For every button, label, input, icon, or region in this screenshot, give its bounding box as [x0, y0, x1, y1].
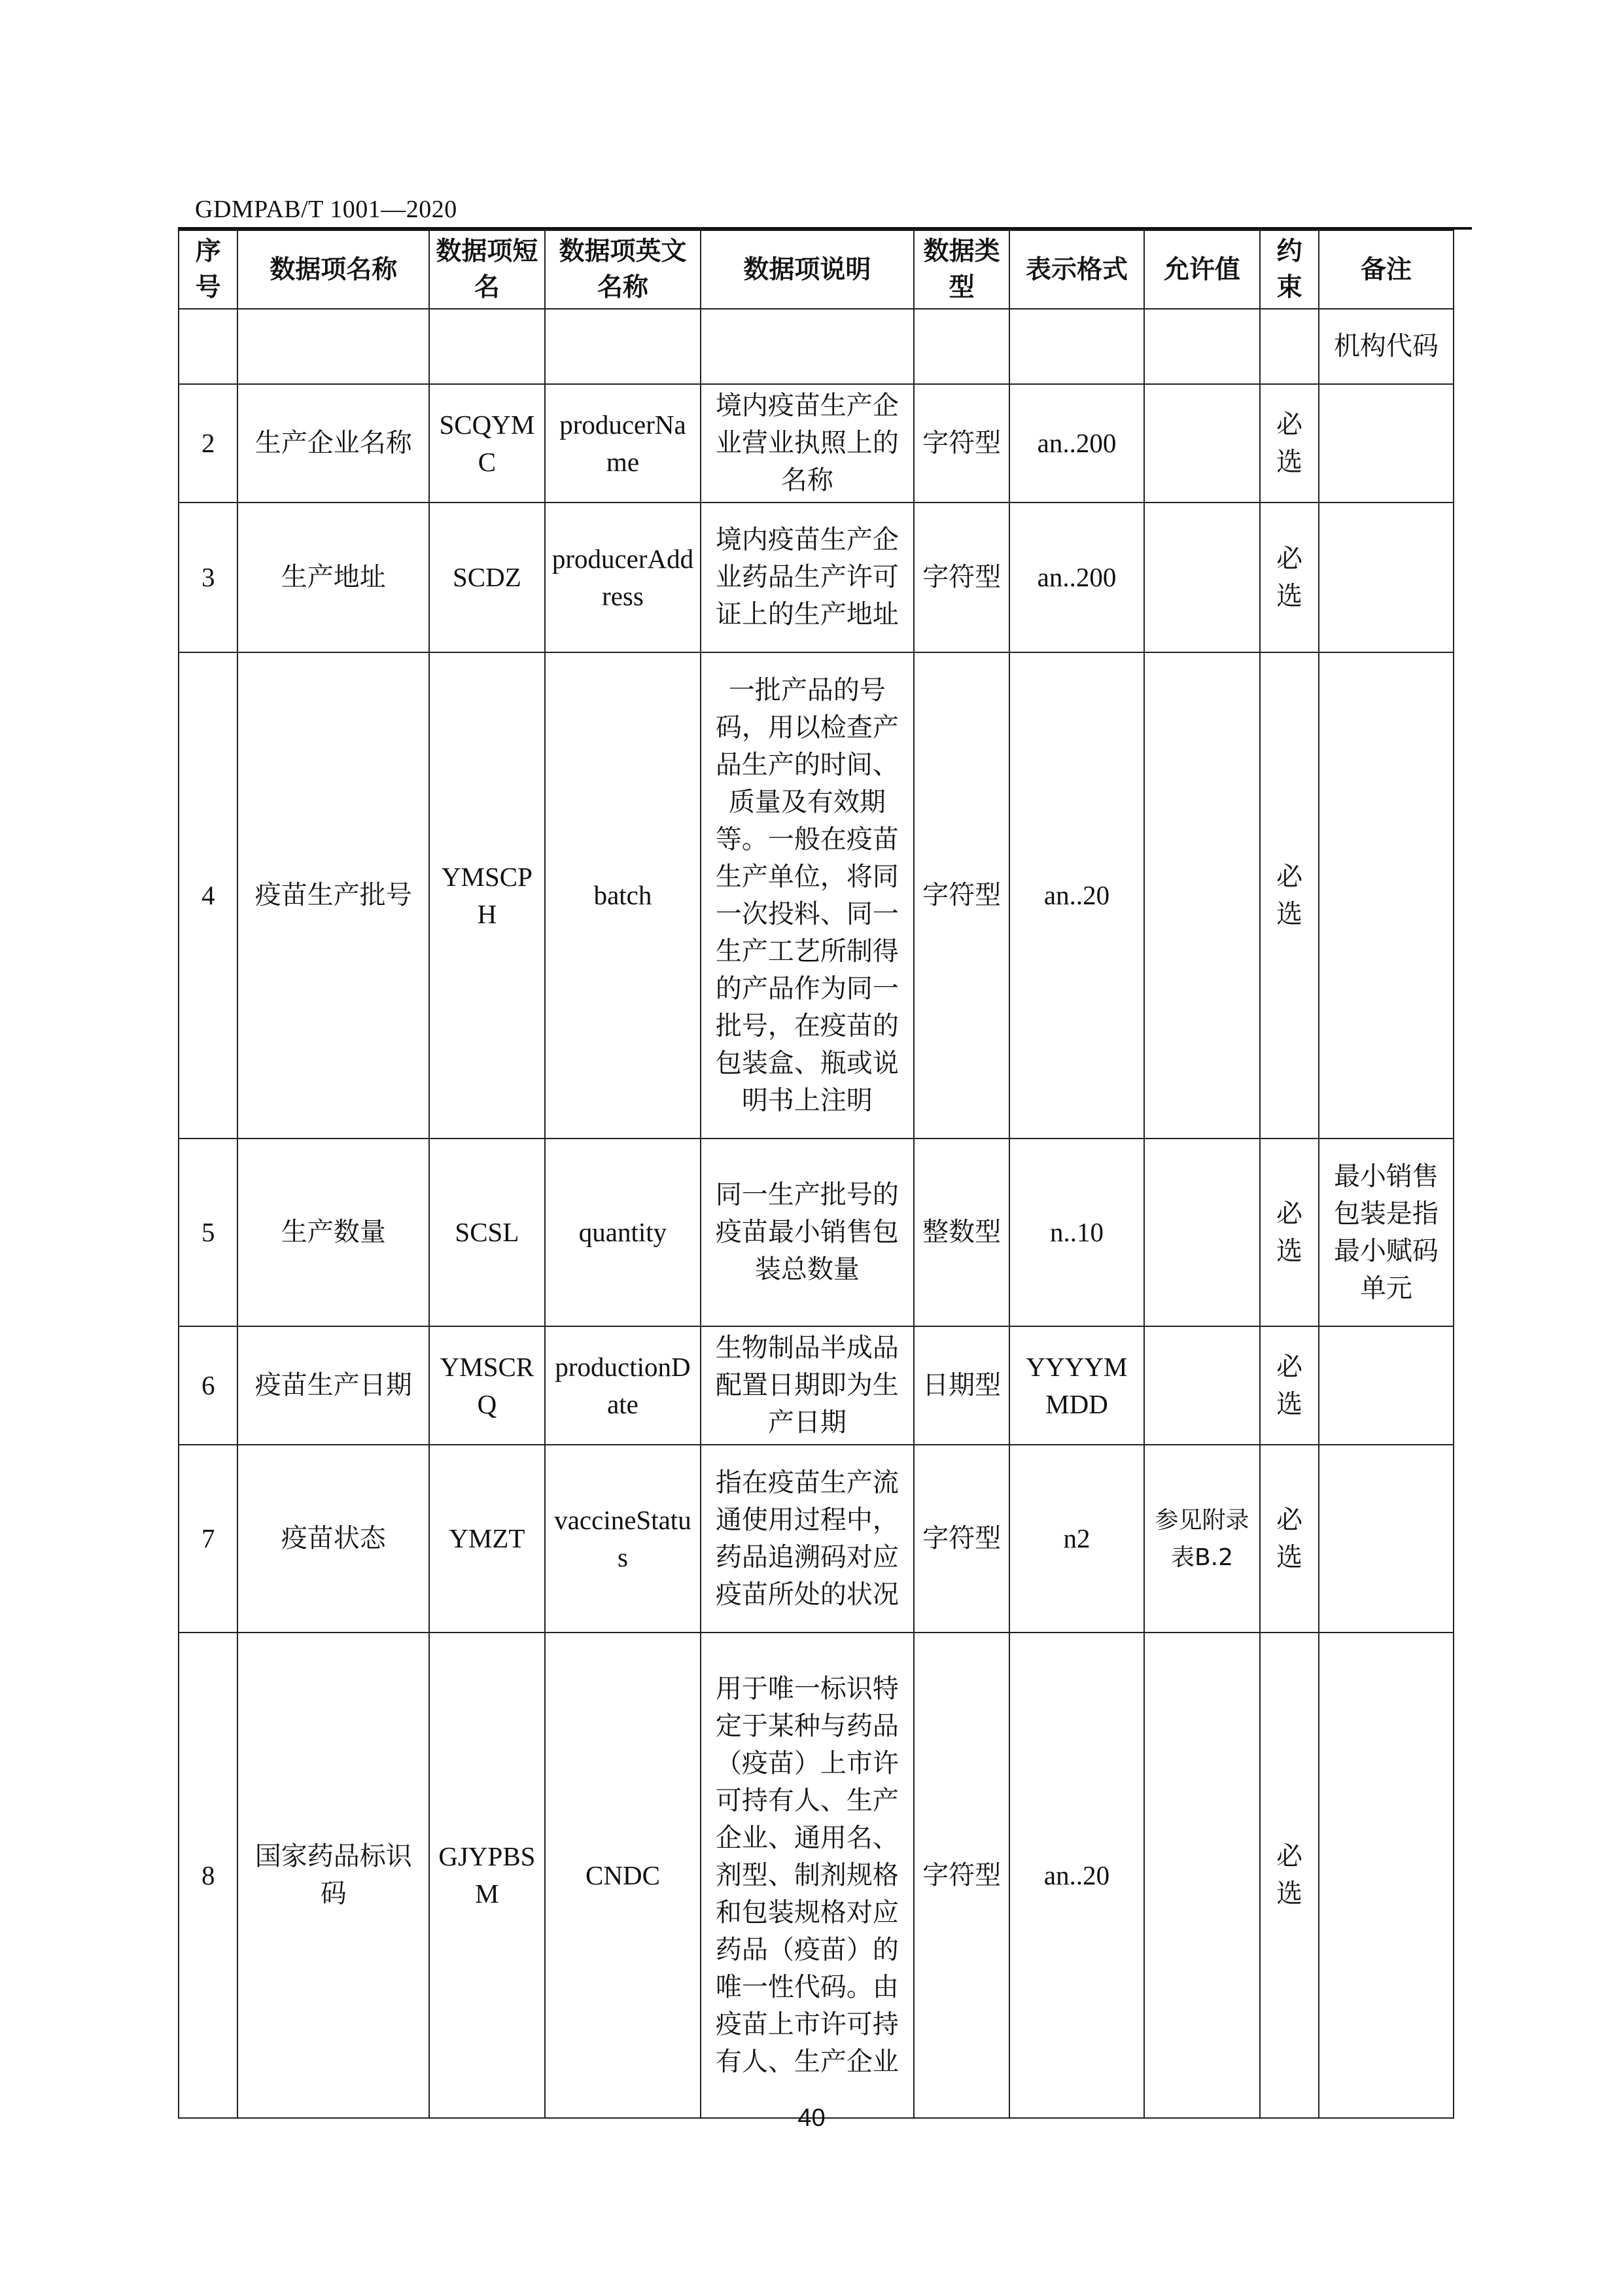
cell-name: 生产企业名称 [237, 384, 429, 503]
cell-short-name: SCQYMC [429, 384, 545, 503]
table-row [179, 384, 1454, 503]
header-constraint: 约束 [1260, 230, 1318, 309]
cell-name: 国家药品标识码 [237, 1633, 429, 2118]
cell-remarks [1319, 652, 1454, 1139]
cell-short-name: SCSL [429, 1139, 545, 1326]
cell-seq: 7 [179, 1445, 237, 1633]
header-data-type: 数据类型 [914, 230, 1010, 309]
cell-name [237, 309, 429, 384]
cell-english-name: batch [545, 652, 701, 1139]
cell-format: an..200 [1009, 503, 1143, 652]
cell-data-type: 字符型 [914, 652, 1010, 1139]
cell-name: 疫苗生产日期 [237, 1326, 429, 1445]
cell-data-type: 字符型 [914, 384, 1010, 503]
cell-data-type: 字符型 [914, 1633, 1010, 2118]
cell-seq [179, 309, 237, 384]
header-short-name: 数据项短名 [429, 230, 545, 309]
cell-constraint: 必选 [1260, 384, 1318, 503]
cell-short-name: YMSCRQ [429, 1326, 545, 1445]
cell-description: 指在疫苗生产流通使用过程中，药品追溯码对应疫苗所处的状况 [701, 1445, 914, 1633]
data-item-table [178, 230, 1454, 2119]
cell-format: an..20 [1009, 1633, 1143, 2118]
cell-format: YYYYMMDD [1009, 1326, 1143, 1445]
header-allowed: 允许值 [1144, 230, 1261, 309]
cell-constraint: 必选 [1260, 1445, 1318, 1633]
cell-constraint: 必选 [1260, 1633, 1318, 2118]
cell-seq: 3 [179, 503, 237, 652]
cell-english-name: CNDC [545, 1633, 701, 2118]
table-row [179, 1445, 1454, 1633]
table-row [179, 1139, 1454, 1326]
page-number: 40 [797, 2104, 826, 2132]
cell-remarks [1319, 1326, 1454, 1445]
cell-remarks: 最小销售包装是指最小赋码单元 [1319, 1139, 1454, 1326]
cell-data-type: 整数型 [914, 1139, 1010, 1326]
cell-format: an..200 [1009, 384, 1143, 503]
cell-short-name [429, 309, 545, 384]
cell-allowed [1144, 1139, 1261, 1326]
cell-short-name: YMSCPH [429, 652, 545, 1139]
cell-description: 生物制品半成品配置日期即为生产日期 [701, 1326, 914, 1445]
cell-allowed [1144, 1633, 1261, 2118]
cell-name: 生产地址 [237, 503, 429, 652]
cell-remarks [1319, 384, 1454, 503]
cell-short-name: SCDZ [429, 503, 545, 652]
header-format: 表示格式 [1009, 230, 1143, 309]
cell-description: 境内疫苗生产企业药品生产许可证上的生产地址 [701, 503, 914, 652]
cell-data-type: 日期型 [914, 1326, 1010, 1445]
cell-constraint: 必选 [1260, 503, 1318, 652]
header-name: 数据项名称 [237, 230, 429, 309]
cell-english-name: vaccineStatus [545, 1445, 701, 1633]
table-row [179, 652, 1454, 1139]
cell-constraint: 必选 [1260, 652, 1318, 1139]
cell-allowed [1144, 503, 1261, 652]
cell-seq: 6 [179, 1326, 237, 1445]
cell-allowed [1144, 309, 1261, 384]
cell-seq: 5 [179, 1139, 237, 1326]
cell-allowed [1144, 652, 1261, 1139]
cell-allowed: 参见附录表B.2 [1144, 1445, 1261, 1633]
cell-allowed [1144, 1326, 1261, 1445]
cell-remarks [1319, 1445, 1454, 1633]
cell-english-name: quantity [545, 1139, 701, 1326]
cell-constraint: 必选 [1260, 1326, 1318, 1445]
cell-constraint [1260, 309, 1318, 384]
header-seq: 序号 [179, 230, 237, 309]
cell-description: 同一生产批号的疫苗最小销售包装总数量 [701, 1139, 914, 1326]
cell-description: 一批产品的号码，用以检查产品生产的时间、质量及有效期等。一般在疫苗生产单位，将同一次投料、同一生产工艺所制得的产品作为同一批号，在疫苗的包装盒、瓶或说明书上注明 [701, 652, 914, 1139]
cell-name: 疫苗生产批号 [237, 652, 429, 1139]
cell-remarks [1319, 503, 1454, 652]
cell-english-name [545, 309, 701, 384]
cell-data-type: 字符型 [914, 1445, 1010, 1633]
cell-name: 疫苗状态 [237, 1445, 429, 1633]
cell-short-name: GJYPBSM [429, 1633, 545, 2118]
header-english-name: 数据项英文名称 [545, 230, 701, 309]
cell-remarks: 机构代码 [1319, 309, 1454, 384]
cell-format [1009, 309, 1143, 384]
cell-english-name: producerName [545, 384, 701, 503]
table-row [179, 503, 1454, 652]
header-description: 数据项说明 [701, 230, 914, 309]
cell-seq: 8 [179, 1633, 237, 2118]
cell-description [701, 309, 914, 384]
standard-code: GDMPAB/T 1001—2020 [195, 196, 457, 223]
header-remarks: 备注 [1319, 230, 1454, 309]
cell-constraint: 必选 [1260, 1139, 1318, 1326]
cell-description: 境内疫苗生产企业营业执照上的名称 [701, 384, 914, 503]
cell-seq: 2 [179, 384, 237, 503]
table-row [179, 1633, 1454, 2118]
cell-data-type: 字符型 [914, 503, 1010, 652]
table-row [179, 1326, 1454, 1445]
table-row [179, 309, 1454, 384]
cell-format: an..20 [1009, 652, 1143, 1139]
cell-description: 用于唯一标识特定于某种与药品（疫苗）上市许可持有人、生产企业、通用名、剂型、制剂规格和包装规格对应药品（疫苗）的唯一性代码。由疫苗上市许可持有人、生产企业 [701, 1633, 914, 2118]
cell-remarks [1319, 1633, 1454, 2118]
cell-format: n2 [1009, 1445, 1143, 1633]
cell-name: 生产数量 [237, 1139, 429, 1326]
cell-seq: 4 [179, 652, 237, 1139]
cell-format: n..10 [1009, 1139, 1143, 1326]
cell-data-type [914, 309, 1010, 384]
table-header-row [179, 230, 1454, 309]
cell-allowed [1144, 384, 1261, 503]
cell-english-name: productionDate [545, 1326, 701, 1445]
cell-english-name: producerAddress [545, 503, 701, 652]
cell-short-name: YMZT [429, 1445, 545, 1633]
